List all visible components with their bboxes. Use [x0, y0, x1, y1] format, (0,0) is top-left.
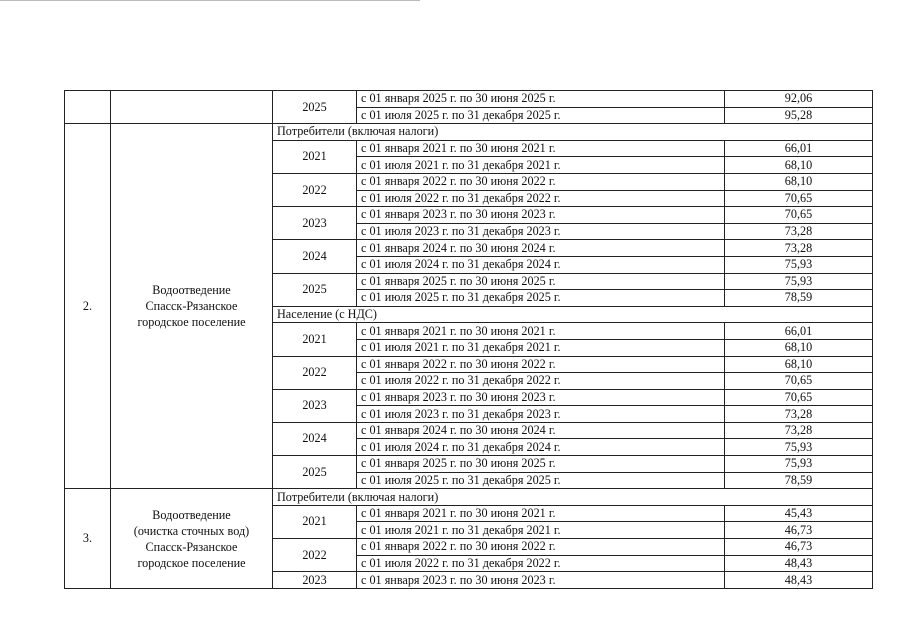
period-cell: с 01 июля 2025 г. по 31 декабря 2025 г.: [357, 107, 725, 124]
period-cell: с 01 января 2023 г. по 30 июня 2023 г.: [357, 207, 725, 224]
year-cell: 2025: [273, 91, 357, 124]
year-cell: 2021: [273, 323, 357, 356]
tariff-value-cell: 66,01: [725, 140, 873, 157]
item-name: [111, 489, 273, 589]
tariff-value-cell: 68,10: [725, 339, 873, 356]
number-cell: [65, 91, 111, 124]
period-cell: с 01 июля 2021 г. по 31 декабря 2021 г.: [357, 339, 725, 356]
consumer-group-label: Население (с НДС): [273, 306, 873, 323]
item-name-line: Водоотведение: [152, 283, 231, 298]
tariff-table-body: [65, 91, 873, 589]
period-cell: с 01 января 2022 г. по 30 июня 2022 г.: [357, 539, 725, 556]
year-cell: 2024: [273, 240, 357, 273]
item-number: 3.: [65, 489, 111, 589]
period-cell: с 01 июля 2025 г. по 31 декабря 2025 г.: [357, 290, 725, 307]
tariff-table: [64, 90, 873, 589]
period-cell: с 01 июля 2021 г. по 31 декабря 2021 г.: [357, 157, 725, 174]
tariff-value-cell: 92,06: [725, 91, 873, 108]
tariff-value-cell: 75,93: [725, 439, 873, 456]
tariff-value-cell: 66,01: [725, 323, 873, 340]
table-row: [65, 91, 873, 108]
period-cell: с 01 января 2023 г. по 30 июня 2023 г.: [357, 389, 725, 406]
item-name-line: городское поселение: [137, 315, 246, 330]
year-cell: 2025: [273, 456, 357, 489]
item-name-line: (очистка сточных вод): [133, 523, 250, 538]
tariff-value-cell: 73,28: [725, 240, 873, 257]
item-number: 2.: [65, 124, 111, 489]
period-cell: с 01 января 2025 г. по 30 июня 2025 г.: [357, 91, 725, 108]
period-cell: с 01 июля 2023 г. по 31 декабря 2023 г.: [357, 223, 725, 240]
tariff-value-cell: 68,10: [725, 173, 873, 190]
period-cell: с 01 января 2021 г. по 30 июня 2021 г.: [357, 323, 725, 340]
tariff-value-cell: 45,43: [725, 505, 873, 522]
consumer-group-label: Потребители (включая налоги): [273, 124, 873, 141]
scan-edge-line: [0, 0, 420, 1]
tariff-value-cell: 46,73: [725, 522, 873, 539]
period-cell: с 01 июля 2024 г. по 31 декабря 2024 г.: [357, 256, 725, 273]
period-cell: с 01 июля 2024 г. по 31 декабря 2024 г.: [357, 439, 725, 456]
period-cell: с 01 января 2024 г. по 30 июня 2024 г.: [357, 240, 725, 257]
year-cell: 2023: [273, 389, 357, 422]
period-cell: с 01 января 2022 г. по 30 июня 2022 г.: [357, 356, 725, 373]
tariff-value-cell: 75,93: [725, 456, 873, 473]
period-cell: с 01 января 2024 г. по 30 июня 2024 г.: [357, 422, 725, 439]
tariff-value-cell: 78,59: [725, 472, 873, 489]
year-cell: 2024: [273, 422, 357, 455]
year-cell: 2023: [273, 207, 357, 240]
tariff-value-cell: 48,43: [725, 555, 873, 572]
period-cell: с 01 января 2021 г. по 30 июня 2021 г.: [357, 505, 725, 522]
year-cell: 2022: [273, 173, 357, 206]
item-name-line: Спасск-Рязанское: [145, 539, 238, 554]
year-cell: 2023: [273, 572, 357, 589]
item-name: [111, 124, 273, 489]
item-name-line: городское поселение: [137, 555, 246, 570]
tariff-value-cell: 70,65: [725, 207, 873, 224]
year-cell: 2025: [273, 273, 357, 306]
period-cell: с 01 января 2025 г. по 30 июня 2025 г.: [357, 273, 725, 290]
group-header-row: [65, 489, 873, 506]
year-cell: 2021: [273, 505, 357, 538]
period-cell: с 01 июля 2022 г. по 31 декабря 2022 г.: [357, 373, 725, 390]
tariff-value-cell: 78,59: [725, 290, 873, 307]
item-name-line: Водоотведение: [152, 507, 231, 522]
period-cell: с 01 июля 2022 г. по 31 декабря 2022 г.: [357, 190, 725, 207]
tariff-value-cell: 46,73: [725, 539, 873, 556]
tariff-value-cell: 68,10: [725, 356, 873, 373]
group-header-row: [65, 124, 873, 141]
tariff-value-cell: 73,28: [725, 223, 873, 240]
tariff-value-cell: 48,43: [725, 572, 873, 589]
tariff-value-cell: 75,93: [725, 256, 873, 273]
period-cell: с 01 июля 2021 г. по 31 декабря 2021 г.: [357, 522, 725, 539]
period-cell: с 01 января 2025 г. по 30 июня 2025 г.: [357, 456, 725, 473]
tariff-value-cell: 70,65: [725, 389, 873, 406]
tariff-value-cell: 73,28: [725, 422, 873, 439]
item-name-line: Спасск-Рязанское: [145, 299, 238, 314]
tariff-value-cell: 70,65: [725, 190, 873, 207]
year-cell: 2022: [273, 356, 357, 389]
year-cell: 2021: [273, 140, 357, 173]
period-cell: с 01 января 2021 г. по 30 июня 2021 г.: [357, 140, 725, 157]
consumer-group-label: Потребители (включая налоги): [273, 489, 873, 506]
tariff-value-cell: 68,10: [725, 157, 873, 174]
name-cell: [111, 91, 273, 124]
period-cell: с 01 января 2022 г. по 30 июня 2022 г.: [357, 173, 725, 190]
period-cell: с 01 июля 2025 г. по 31 декабря 2025 г.: [357, 472, 725, 489]
tariff-value-cell: 95,28: [725, 107, 873, 124]
year-cell: 2022: [273, 539, 357, 572]
tariff-value-cell: 70,65: [725, 373, 873, 390]
period-cell: с 01 июля 2023 г. по 31 декабря 2023 г.: [357, 406, 725, 423]
tariff-value-cell: 73,28: [725, 406, 873, 423]
period-cell: с 01 января 2023 г. по 30 июня 2023 г.: [357, 572, 725, 589]
tariff-value-cell: 75,93: [725, 273, 873, 290]
period-cell: с 01 июля 2022 г. по 31 декабря 2022 г.: [357, 555, 725, 572]
